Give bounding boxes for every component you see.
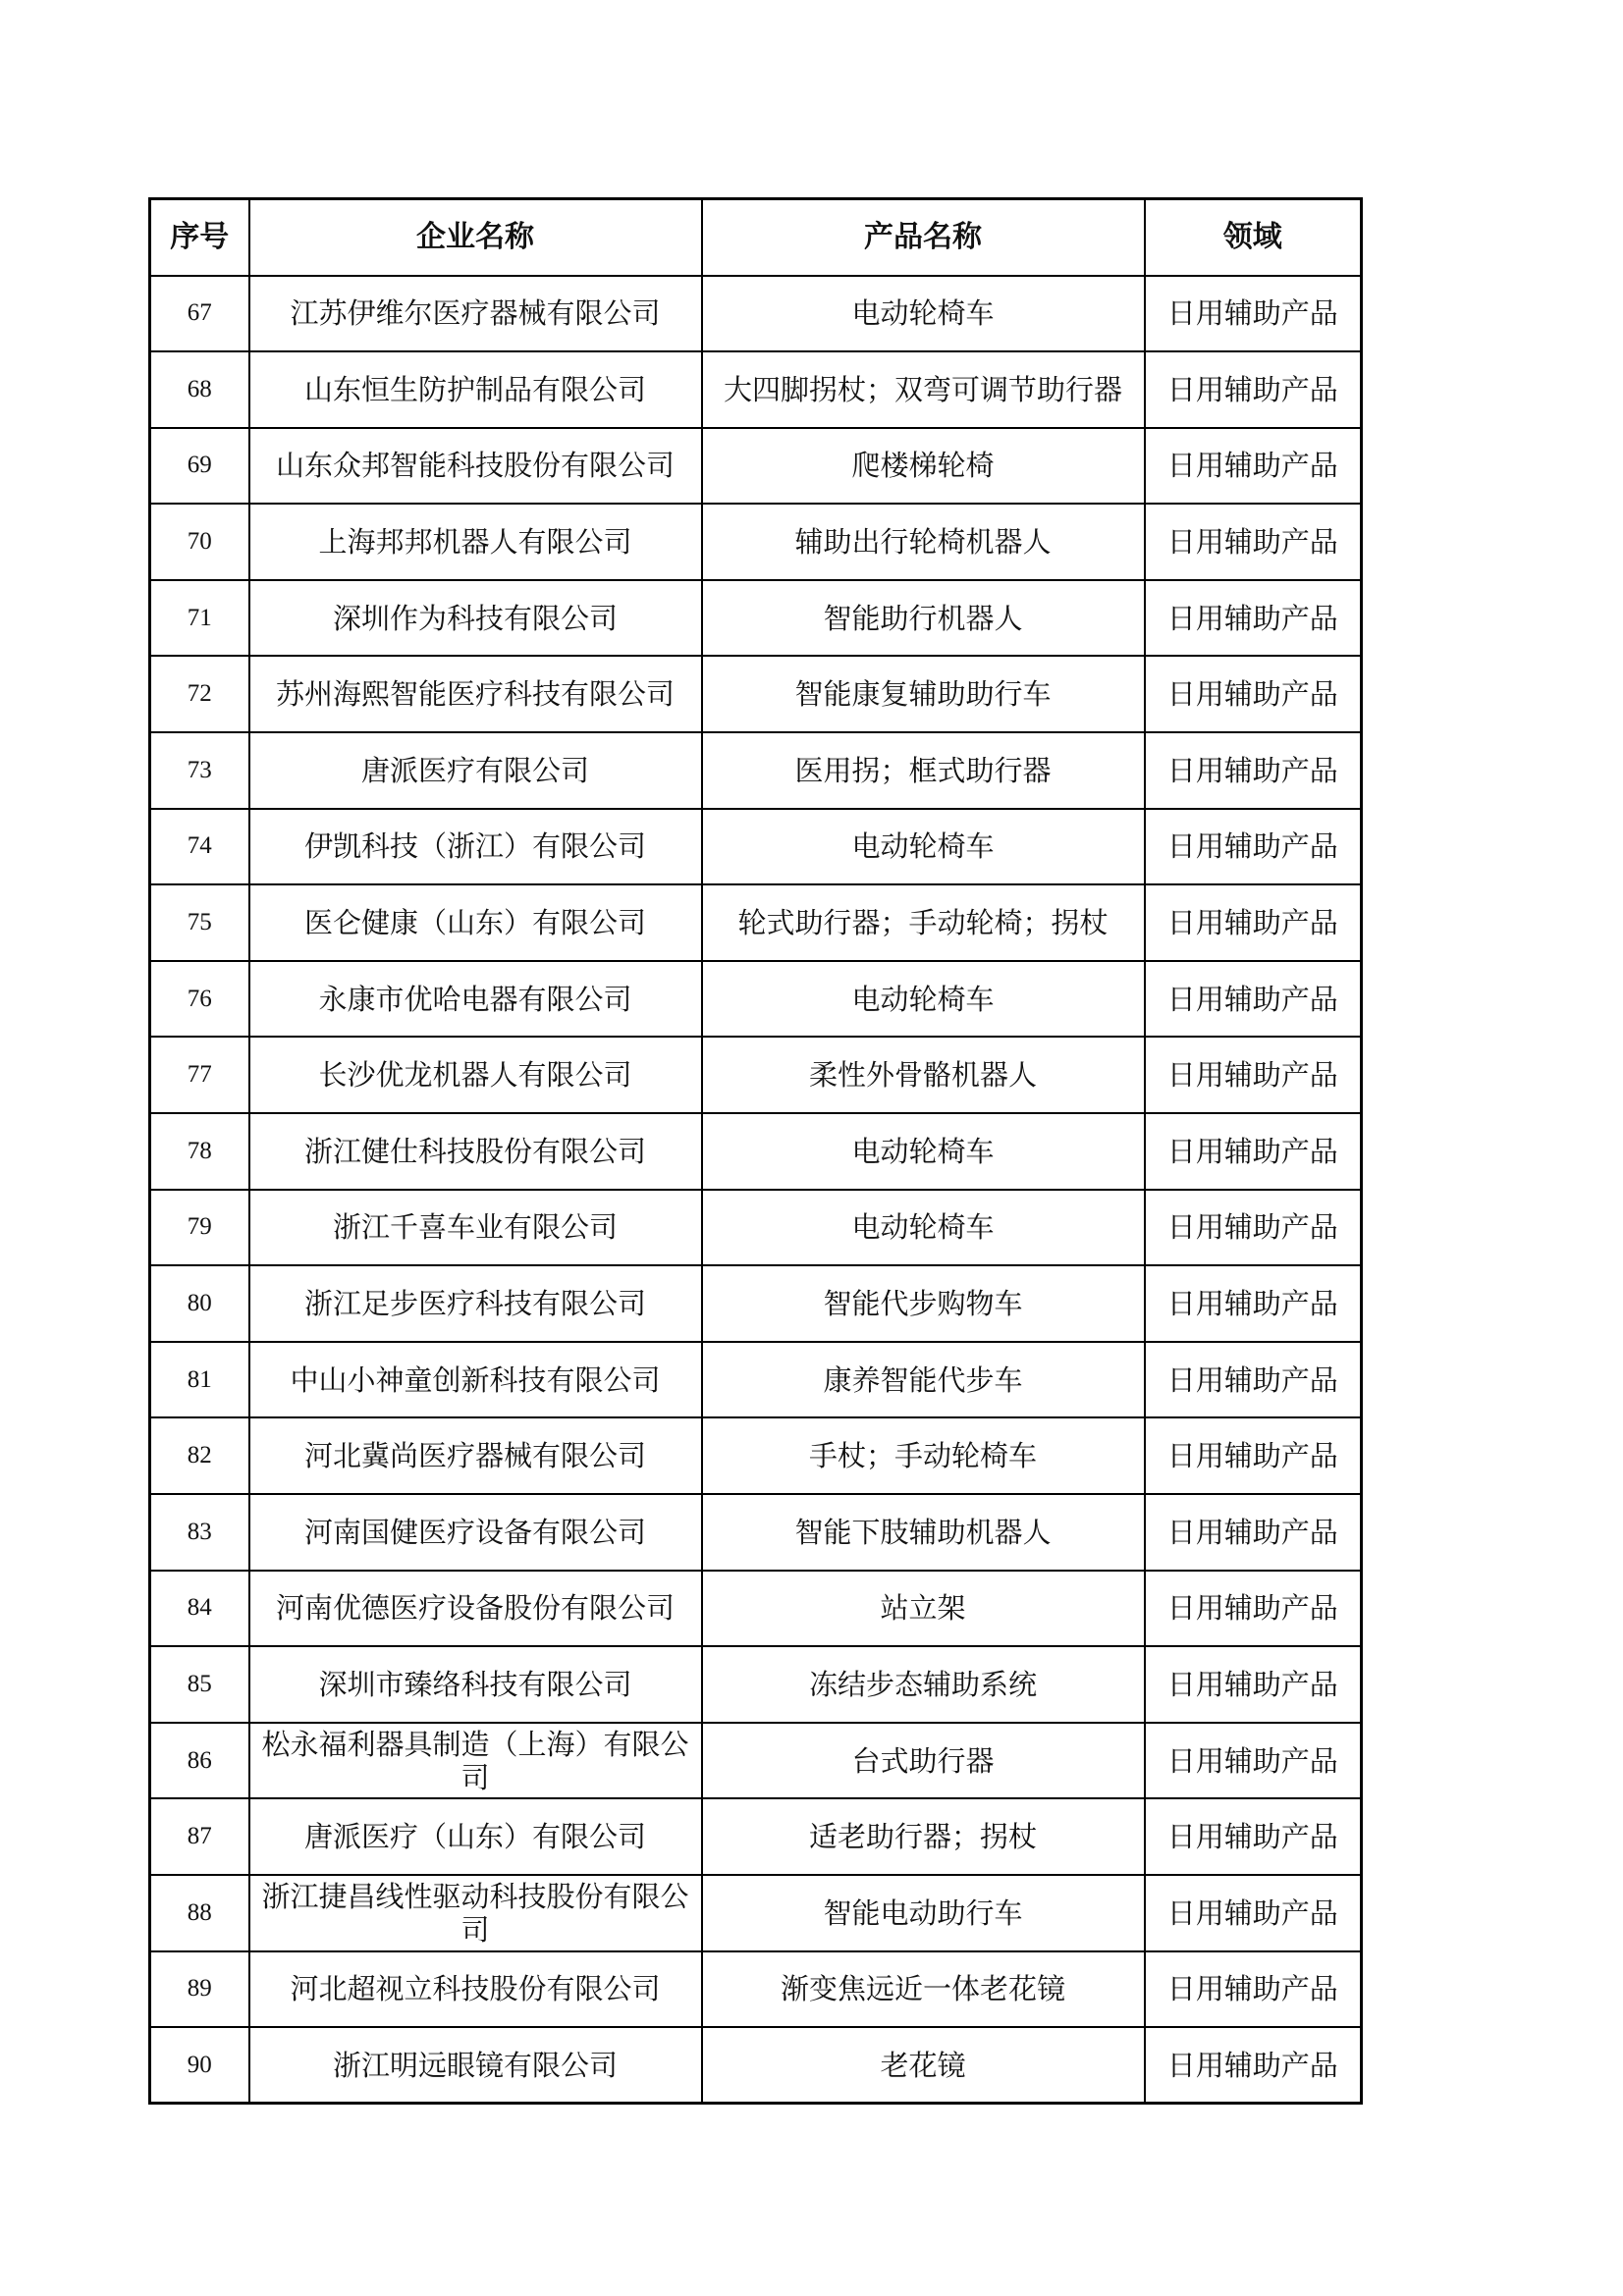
- product-name: 适老助行器；拐杖: [702, 1798, 1145, 1875]
- row-number: 79: [150, 1190, 249, 1266]
- row-number: 78: [150, 1113, 249, 1190]
- company-name: 浙江捷昌线性驱动科技股份有限公司: [249, 1875, 702, 1951]
- table-row: [150, 351, 1362, 428]
- company-name: 伊凯科技（浙江）有限公司: [249, 809, 702, 885]
- table-row: [150, 1875, 1362, 1951]
- table-row: [150, 1037, 1362, 1113]
- domain: 日用辅助产品: [1145, 351, 1362, 428]
- company-name: 中山小神童创新科技有限公司: [249, 1342, 702, 1418]
- table-row: [150, 1494, 1362, 1571]
- table-row: [150, 1417, 1362, 1494]
- product-name: 医用拐；框式助行器: [702, 732, 1145, 809]
- company-name: 苏州海熙智能医疗科技有限公司: [249, 656, 702, 732]
- row-number: 83: [150, 1494, 249, 1571]
- table-row: [150, 884, 1362, 961]
- domain: 日用辅助产品: [1145, 1265, 1362, 1342]
- company-name: 深圳作为科技有限公司: [249, 580, 702, 657]
- row-number: 74: [150, 809, 249, 885]
- domain: 日用辅助产品: [1145, 276, 1362, 352]
- table-header-row: [150, 199, 1362, 276]
- company-name: 山东恒生防护制品有限公司: [249, 351, 702, 428]
- table-row: [150, 1723, 1362, 1799]
- company-name: 唐派医疗（山东）有限公司: [249, 1798, 702, 1875]
- domain: 日用辅助产品: [1145, 656, 1362, 732]
- row-number: 86: [150, 1723, 249, 1799]
- company-name: 深圳市臻络科技有限公司: [249, 1646, 702, 1723]
- domain: 日用辅助产品: [1145, 1798, 1362, 1875]
- domain: 日用辅助产品: [1145, 809, 1362, 885]
- company-name: 永康市优哈电器有限公司: [249, 961, 702, 1038]
- domain: 日用辅助产品: [1145, 1951, 1362, 2028]
- table-row: [150, 1646, 1362, 1723]
- domain: 日用辅助产品: [1145, 1646, 1362, 1723]
- table-row: [150, 1342, 1362, 1418]
- company-name: 山东众邦智能科技股份有限公司: [249, 428, 702, 505]
- domain: 日用辅助产品: [1145, 1494, 1362, 1571]
- product-name: 站立架: [702, 1571, 1145, 1647]
- table-row: [150, 961, 1362, 1038]
- domain: 日用辅助产品: [1145, 580, 1362, 657]
- row-number: 77: [150, 1037, 249, 1113]
- row-number: 88: [150, 1875, 249, 1951]
- table-row: [150, 732, 1362, 809]
- domain: 日用辅助产品: [1145, 961, 1362, 1038]
- table-row: [150, 276, 1362, 352]
- table-row: [150, 580, 1362, 657]
- enterprise-product-table: [148, 197, 1363, 2105]
- domain: 日用辅助产品: [1145, 732, 1362, 809]
- table-row: [150, 1571, 1362, 1647]
- company-name: 浙江健仕科技股份有限公司: [249, 1113, 702, 1190]
- company-name: 长沙优龙机器人有限公司: [249, 1037, 702, 1113]
- product-name: 智能代步购物车: [702, 1265, 1145, 1342]
- product-name: 智能康复辅助助行车: [702, 656, 1145, 732]
- table-row: [150, 1190, 1362, 1266]
- product-name: 爬楼梯轮椅: [702, 428, 1145, 505]
- domain: 日用辅助产品: [1145, 1037, 1362, 1113]
- domain: 日用辅助产品: [1145, 1723, 1362, 1799]
- company-name: 上海邦邦机器人有限公司: [249, 504, 702, 580]
- header-product-name: 产品名称: [702, 199, 1145, 276]
- company-name: 浙江明远眼镜有限公司: [249, 2027, 702, 2104]
- product-name: 电动轮椅车: [702, 1190, 1145, 1266]
- table-row: [150, 428, 1362, 505]
- header-domain: 领域: [1145, 199, 1362, 276]
- row-number: 85: [150, 1646, 249, 1723]
- product-name: 柔性外骨骼机器人: [702, 1037, 1145, 1113]
- product-name: 电动轮椅车: [702, 961, 1145, 1038]
- row-number: 68: [150, 351, 249, 428]
- company-name: 河北超视立科技股份有限公司: [249, 1951, 702, 2028]
- table-row: [150, 1265, 1362, 1342]
- header-serial-number: 序号: [150, 199, 249, 276]
- company-name: 松永福利器具制造（上海）有限公司: [249, 1723, 702, 1799]
- company-name: 河南国健医疗设备有限公司: [249, 1494, 702, 1571]
- domain: 日用辅助产品: [1145, 1875, 1362, 1951]
- company-name: 江苏伊维尔医疗器械有限公司: [249, 276, 702, 352]
- row-number: 90: [150, 2027, 249, 2104]
- table-row: [150, 1113, 1362, 1190]
- domain: 日用辅助产品: [1145, 1571, 1362, 1647]
- table-row: [150, 1951, 1362, 2028]
- domain: 日用辅助产品: [1145, 2027, 1362, 2104]
- domain: 日用辅助产品: [1145, 1417, 1362, 1494]
- table-row: [150, 504, 1362, 580]
- product-name: 电动轮椅车: [702, 1113, 1145, 1190]
- table-row: [150, 809, 1362, 885]
- product-name: 大四脚拐杖；双弯可调节助行器: [702, 351, 1145, 428]
- row-number: 76: [150, 961, 249, 1038]
- row-number: 80: [150, 1265, 249, 1342]
- company-name: 医仑健康（山东）有限公司: [249, 884, 702, 961]
- domain: 日用辅助产品: [1145, 1190, 1362, 1266]
- row-number: 72: [150, 656, 249, 732]
- product-name: 台式助行器: [702, 1723, 1145, 1799]
- product-name: 智能电动助行车: [702, 1875, 1145, 1951]
- row-number: 67: [150, 276, 249, 352]
- product-name: 渐变焦远近一体老花镜: [702, 1951, 1145, 2028]
- domain: 日用辅助产品: [1145, 504, 1362, 580]
- domain: 日用辅助产品: [1145, 1342, 1362, 1418]
- product-name: 智能下肢辅助机器人: [702, 1494, 1145, 1571]
- company-name: 唐派医疗有限公司: [249, 732, 702, 809]
- row-number: 84: [150, 1571, 249, 1647]
- domain: 日用辅助产品: [1145, 884, 1362, 961]
- product-name: 老花镜: [702, 2027, 1145, 2104]
- product-name: 冻结步态辅助系统: [702, 1646, 1145, 1723]
- table-row: [150, 656, 1362, 732]
- table-row: [150, 1798, 1362, 1875]
- row-number: 82: [150, 1417, 249, 1494]
- product-name: 智能助行机器人: [702, 580, 1145, 657]
- row-number: 87: [150, 1798, 249, 1875]
- product-name: 电动轮椅车: [702, 809, 1145, 885]
- company-name: 河北冀尚医疗器械有限公司: [249, 1417, 702, 1494]
- product-name: 辅助出行轮椅机器人: [702, 504, 1145, 580]
- row-number: 81: [150, 1342, 249, 1418]
- row-number: 75: [150, 884, 249, 961]
- company-name: 浙江千喜车业有限公司: [249, 1190, 702, 1266]
- row-number: 89: [150, 1951, 249, 2028]
- product-name: 手杖；手动轮椅车: [702, 1417, 1145, 1494]
- company-name: 浙江足步医疗科技有限公司: [249, 1265, 702, 1342]
- company-name: 河南优德医疗设备股份有限公司: [249, 1571, 702, 1647]
- product-name: 轮式助行器；手动轮椅；拐杖: [702, 884, 1145, 961]
- row-number: 70: [150, 504, 249, 580]
- table-row: [150, 2027, 1362, 2104]
- row-number: 73: [150, 732, 249, 809]
- product-name: 电动轮椅车: [702, 276, 1145, 352]
- row-number: 71: [150, 580, 249, 657]
- domain: 日用辅助产品: [1145, 428, 1362, 505]
- header-company-name: 企业名称: [249, 199, 702, 276]
- product-name: 康养智能代步车: [702, 1342, 1145, 1418]
- domain: 日用辅助产品: [1145, 1113, 1362, 1190]
- row-number: 69: [150, 428, 249, 505]
